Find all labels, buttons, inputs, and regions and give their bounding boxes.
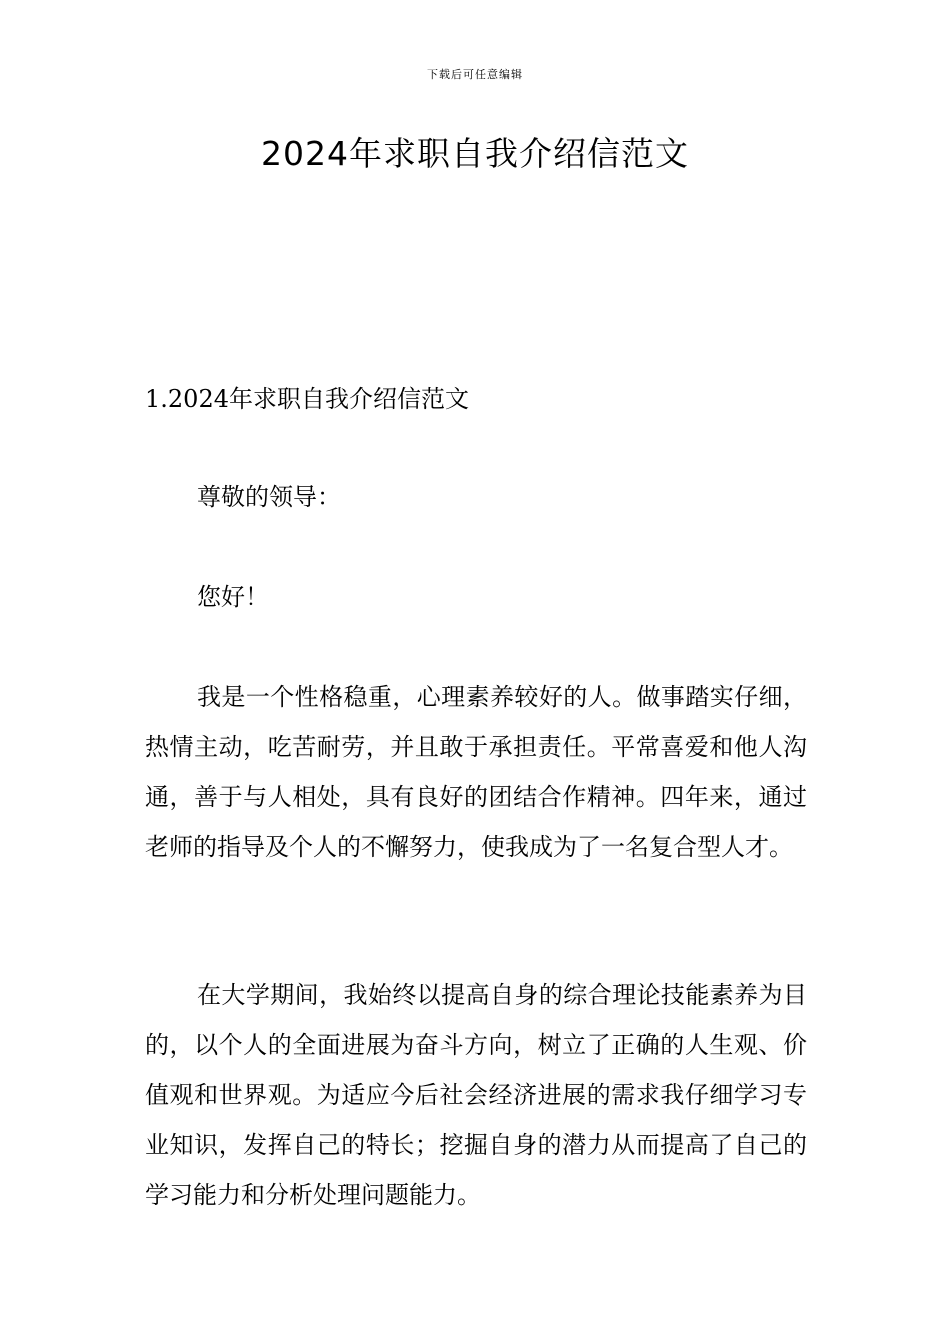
body-paragraph: 我是一个性格稳重，心理素养较好的人。做事踏实仔细，热情主动，吃苦耐劳，并且敢于承担责任。平常喜爱和他人沟通，善于与人相处，具有良好的团结合作精神。四年来，通过老师的指导及个人的不懈努力，使我成为了一名复合型人才。: [145, 683, 807, 861]
header-note: 下载后可任意编辑: [427, 68, 523, 81]
salutation: 尊敬的领导：: [197, 483, 341, 511]
section-heading: 1.2024年求职自我介绍信范文: [145, 385, 469, 413]
greeting: 您好！: [197, 583, 269, 611]
body-paragraph: 在大学期间，我始终以提高自身的综合理论技能素养为目的，以个人的全面进展为奋斗方向，树立了正确的人生观、价值观和世界观。为适应今后社会经济进展的需求我仔细学习专业知识，发挥自己的特长；挖掘自身的潜力从而提高了自己的学习能力和分析处理问题能力。: [145, 981, 807, 1209]
document-title: 2024年求职自我介绍信范文: [261, 134, 689, 173]
